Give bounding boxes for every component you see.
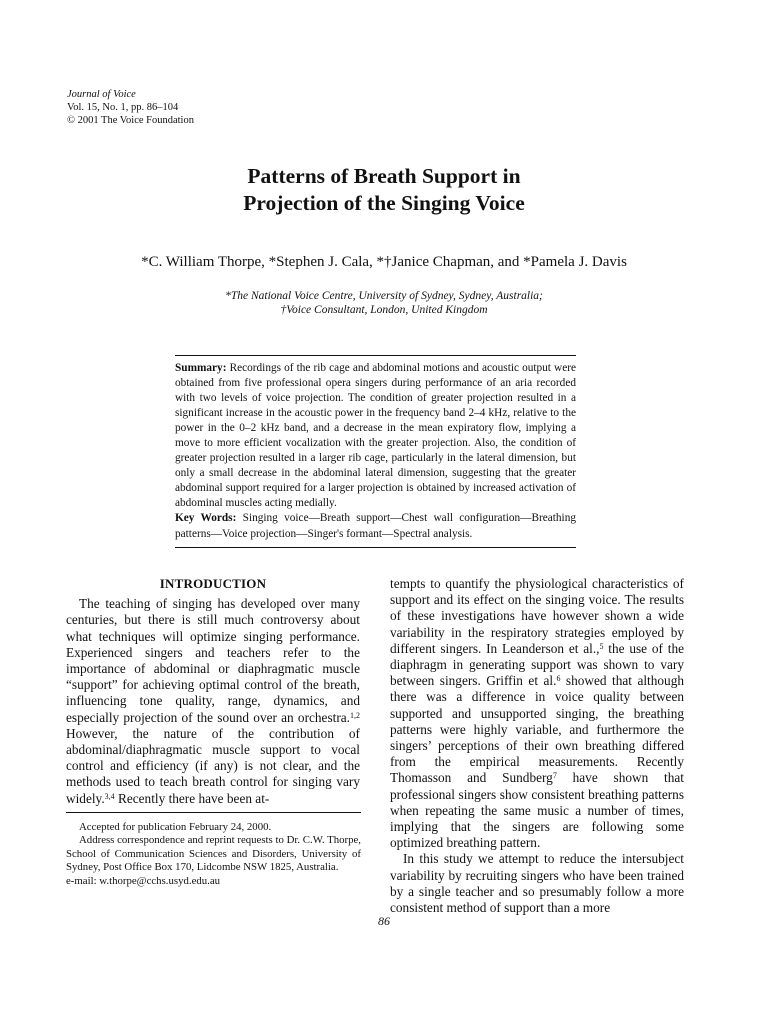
affiliation-2: †Voice Consultant, London, United Kingdom	[280, 304, 488, 316]
right-text-4: have shown that professional singers show consistent breathing patterns when repeating the same music a number of times, implying that the singers are following some optimized breathing pattern.	[390, 770, 684, 851]
right-paragraph-1	[390, 576, 684, 851]
citation-7: 7	[552, 771, 557, 781]
footnote	[66, 821, 361, 888]
intro-text-1: The teaching of singing has developed over many centuries, but there is still much controversy about what techniques will optimize singing performance. Experienced singers and teachers refer to the importance of abdominal or diaphragmatic muscle “support” for achieving optimal control of the breath, influencing tone quality, range, dynamics, and especially projection of the sound over an orchestra.	[66, 596, 360, 725]
author-list: *C. William Thorpe, *Stephen J. Cala, *†Janice Chapman, and *Pamela J. Davis	[141, 254, 627, 270]
paper-title-line-1: Patterns of Breath Support in	[247, 164, 521, 188]
intro-text-2: However, the nature of the contribution of abdominal/diaphragmatic muscle support to vocal control and efficiency (if any) is not clear, and the methods used to teach breath control for singing vary widely.	[66, 725, 360, 806]
summary	[175, 361, 576, 511]
paper-title-line-2: Projection of the Singing Voice	[243, 191, 525, 215]
keywords	[175, 511, 576, 541]
paper-title	[0, 163, 768, 217]
footnote-divider	[66, 812, 361, 813]
journal-volume: Vol. 15, No. 1, pp. 86–104	[67, 102, 179, 113]
citation-1-2: 1,2	[350, 710, 360, 720]
keywords-label: Key Words:	[175, 512, 237, 525]
summary-label: Summary:	[175, 362, 227, 374]
right-paragraph-2: In this study we attempt to reduce the intersubject variability by recruiting singers who have been trained by a single teacher and so presumably follow a more consistent method of support than a more	[390, 851, 684, 916]
affiliations	[0, 289, 768, 317]
left-column	[66, 576, 360, 807]
right-text-3: showed that although there was a difference in voice quality between supported and unsupported singing, the breathing patterns were highly variable, and furthermore the singers’ perceptions of their own breathing differed from the empirical measurements. Recently Thomasson and Sundberg	[390, 673, 684, 786]
footnote-email: e-mail: w.thorpe@cchs.usyd.edu.au	[66, 874, 221, 887]
journal-name: Journal of Voice	[67, 89, 136, 100]
intro-text-3: Recently there have been at-	[114, 790, 270, 806]
abstract-box	[175, 355, 576, 548]
right-text-2: the use of the diaphragm in generating support was shown to vary between singers. Griffin et al.	[390, 640, 685, 689]
summary-text: Recordings of the rib cage and abdominal motions and acoustic output were obtained from five professional opera singers during performance of an aria recorded with two levels of voice projection. The condition of greater projection resulted in a significant increase in the acoustic power in the frequency band 2–4 kHz, relative to the power in the 0–2 kHz band, and a decrease in the mean expiratory flow, implying a move to more efficient vocalization with the greater projection. Also, the condition of greater projection resulted in a larger rib cage, particularly in the lateral dimension, but only a small decrease in the abdominal lateral dimension, suggesting that the greater abdominal support required for a larger projection is obtained by increased activation of abdominal muscles acting medially.	[175, 362, 576, 510]
citation-3-4: 3,4	[104, 791, 115, 801]
journal-info	[67, 88, 194, 127]
keywords-text: Singing voice—Breath support—Chest wall configuration—Breathing patterns—Voice projection—Singer's formant—Spectral analysis.	[175, 512, 576, 540]
intro-paragraph	[66, 596, 360, 807]
page-number: 86	[378, 914, 390, 928]
footnote-accepted: Accepted for publication February 24, 2000.	[79, 821, 272, 833]
right-column	[390, 576, 684, 916]
introduction-heading: INTRODUCTION	[159, 576, 267, 591]
footnote-address: Address correspondence and reprint requests to Dr. C.W. Thorpe, School of Communication Sciences and Disorders, University of Sydney, Post Office Box 170, Lidcombe NSW 1825, Australia.	[66, 834, 361, 874]
right-text-1: tempts to quantify the physiological characteristics of support and its effect on the singing voice. The results of these investigations have however shown a wide variability in the respiratory strategies employed by different singers. In Leanderson et al.,	[390, 576, 684, 656]
journal-copyright: © 2001 The Voice Foundation	[67, 115, 194, 126]
citation-6: 6	[556, 674, 561, 684]
citation-5: 5	[599, 641, 604, 651]
affiliation-1: *The National Voice Centre, University of Sydney, Sydney, Australia;	[225, 290, 543, 302]
